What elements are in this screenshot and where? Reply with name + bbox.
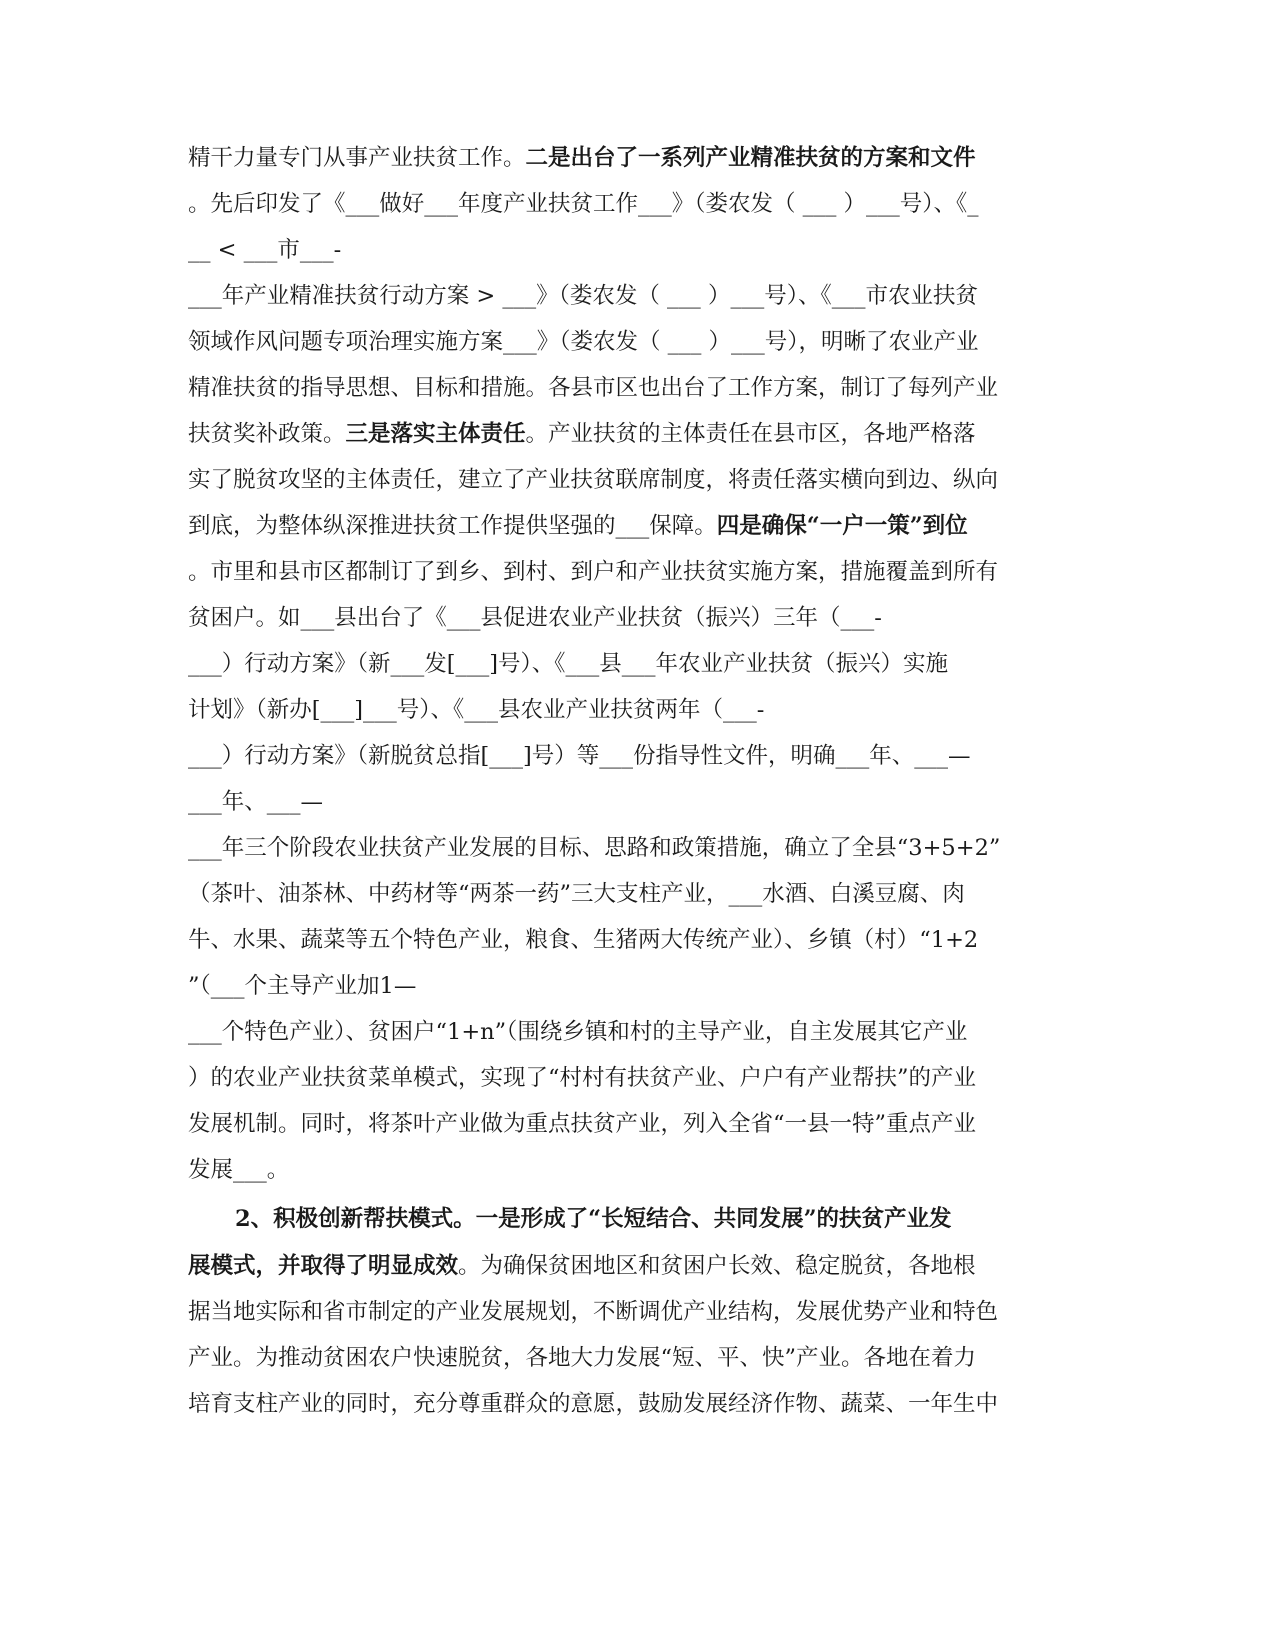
text-line	[188, 1155, 1088, 1185]
text-line	[188, 511, 1088, 541]
text-run: __ < ___市___-	[188, 237, 342, 263]
text-line	[188, 925, 1088, 955]
text-line	[188, 557, 1088, 587]
text-line	[188, 1343, 1088, 1373]
text-line	[188, 1389, 1088, 1419]
text-line	[188, 373, 1088, 403]
text-run: （茶叶、油茶林、中药材等“两茶一药”三大支柱产业，___水酒、白溪豆腐、肉	[188, 881, 965, 907]
text-run: 产业。为推动贫困农户快速脱贫，各地大力发展“短、平、快”产业。各地在着力	[188, 1345, 977, 1371]
text-line	[188, 741, 1088, 771]
text-line	[188, 281, 1088, 311]
bold-text-run: 三是落实主体责任	[345, 421, 526, 447]
text-run: ___年产业精准扶贫行动方案 > ___》（娄农发（ ___ ）___号）、《___市农业扶贫	[188, 283, 978, 309]
text-line	[188, 1109, 1088, 1139]
text-line	[188, 143, 1088, 173]
bold-text-run: 二是出台了一系列产业精准扶贫的方案和文件	[525, 145, 976, 171]
text-run: 发展___。	[188, 1157, 290, 1183]
text-run: 精干力量专门从事产业扶贫工作。	[188, 145, 526, 171]
text-line	[188, 833, 1088, 863]
text-line	[188, 465, 1088, 495]
text-line	[188, 235, 1088, 265]
text-line	[188, 327, 1088, 357]
text-line	[188, 1063, 1088, 1093]
text-run: 贫困户。如___县出台了《___县促进农业产业扶贫（振兴）三年（___-	[188, 605, 882, 631]
text-run: 。市里和县市区都制订了到乡、到村、到户和产业扶贫实施方案，措施覆盖到所有	[188, 559, 999, 585]
text-line	[188, 1017, 1088, 1047]
text-run: ”（___个主导产业加1—	[188, 973, 417, 999]
text-line	[188, 695, 1088, 725]
text-run: 到底，为整体纵深推进扶贫工作提供坚强的___保障。	[188, 513, 717, 539]
text-line	[188, 1297, 1088, 1327]
text-run: 。先后印发了《___做好___年度产业扶贫工作___》（娄农发（ ___ ）___号）、《_	[188, 191, 979, 217]
text-run: 计划》（新办[___]___号）、《___县农业产业扶贫两年（___-	[188, 697, 765, 723]
text-run: 据当地实际和省市制定的产业发展规划，不断调优产业结构，发展优势产业和特色	[188, 1299, 999, 1325]
section-heading-line	[235, 1204, 1135, 1234]
bold-text-run: 展模式，并取得了明显成效	[188, 1253, 459, 1279]
bold-text-run: 2、积极创新帮扶模式。一是形成了“长短结合、共同发展”的扶贫产业发	[235, 1206, 952, 1232]
text-line	[188, 419, 1088, 449]
bold-text-run: 四是确保“一户一策”到位	[716, 513, 968, 539]
text-run: ___个特色产业）、贫困户“1+n”（围绕乡镇和村的主导产业，自主发展其它产业	[188, 1019, 968, 1045]
text-run: ___）行动方案》（新___发[___]号）、《___县___年农业产业扶贫（振兴）实施	[188, 651, 949, 677]
text-run: 牛、水果、蔬菜等五个特色产业，粮食、生猪两大传统产业）、乡镇（村）“1+2	[188, 927, 979, 953]
text-line	[188, 649, 1088, 679]
text-line	[188, 1251, 1088, 1281]
text-run: 扶贫奖补政策。	[188, 421, 346, 447]
text-run: ___）行动方案》（新脱贫总指[___]号）等___份指导性文件，明确___年、___—	[188, 743, 971, 769]
text-line	[188, 603, 1088, 633]
text-run: 精准扶贫的指导思想、目标和措施。各县市区也出台了工作方案，制订了每列产业	[188, 375, 999, 401]
text-run: ___年、___—	[188, 789, 324, 815]
text-line	[188, 189, 1088, 219]
text-run: 培育支柱产业的同时，充分尊重群众的意愿，鼓励发展经济作物、蔬菜、一年生中	[188, 1391, 999, 1417]
text-run: 。产业扶贫的主体责任在县市区，各地严格落	[525, 421, 976, 447]
text-line	[188, 879, 1088, 909]
text-line	[188, 971, 1088, 1001]
text-run: ___年三个阶段农业扶贫产业发展的目标、思路和政策措施，确立了全县“3+5+2”	[188, 835, 1001, 861]
text-run: 领域作风问题专项治理实施方案___》（娄农发（ ___ ）___号），明晰了农业产业	[188, 329, 979, 355]
text-line	[188, 787, 1088, 817]
text-run: 实了脱贫攻坚的主体责任，建立了产业扶贫联席制度，将责任落实横向到边、纵向	[188, 467, 999, 493]
text-run: ）的农业产业扶贫菜单模式，实现了“村村有扶贫产业、户户有产业帮扶”的产业	[188, 1065, 977, 1091]
text-run: 。为确保贫困地区和贫困户长效、稳定脱贫，各地根	[458, 1253, 976, 1279]
text-run: 发展机制。同时，将茶叶产业做为重点扶贫产业，列入全省“一县一特”重点产业	[188, 1111, 977, 1137]
